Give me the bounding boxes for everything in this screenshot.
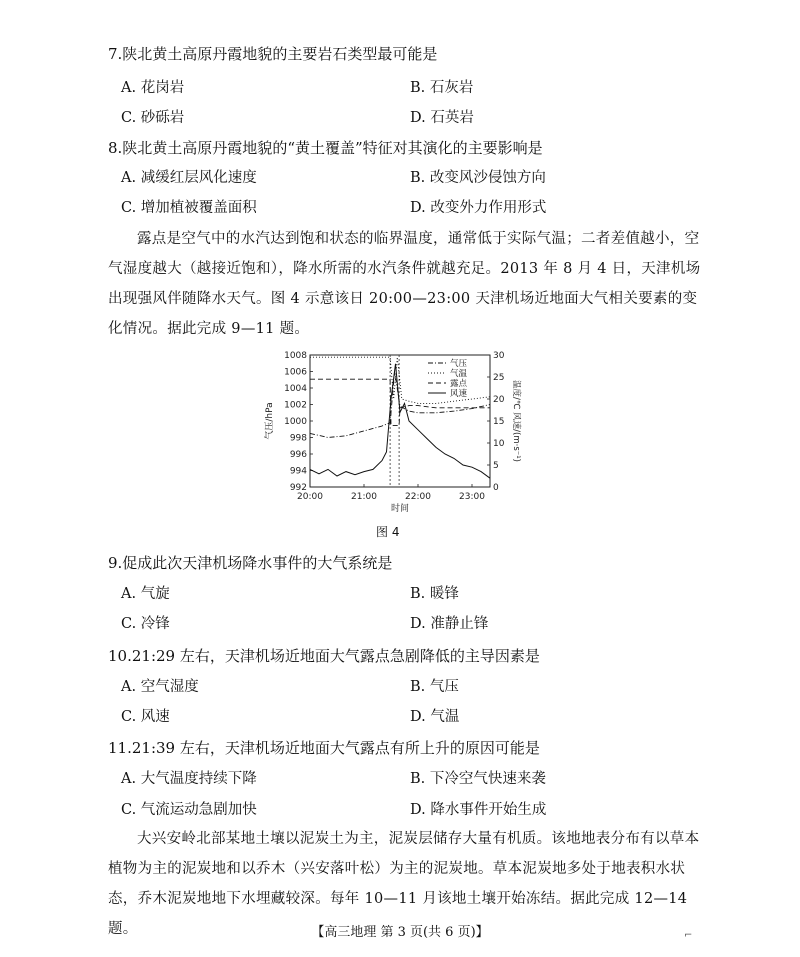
figure-caption: 图 4 bbox=[376, 525, 400, 539]
left-axis-label: 气压/hPa bbox=[265, 402, 275, 440]
question-11-option-c: C. 气流运动急剧加快 bbox=[121, 802, 257, 818]
right-tick-label: 10 bbox=[493, 439, 505, 449]
left-tick-label: 998 bbox=[289, 433, 307, 444]
legend-label: 气压 bbox=[450, 359, 468, 369]
question-9-option-b: B. 暖锋 bbox=[410, 586, 459, 602]
question-8-option-c: C. 增加植被覆盖面积 bbox=[121, 200, 257, 216]
right-tick-label: 0 bbox=[493, 483, 499, 493]
right-tick-label: 15 bbox=[493, 417, 505, 427]
right-axis-label: 温度/℃ 风速/(m·s⁻¹) bbox=[511, 380, 521, 462]
question-7-option-d: D. 石英岩 bbox=[410, 110, 474, 126]
question-11-option-b: B. 下冷空气快速来袭 bbox=[410, 771, 546, 787]
corner-mark: ⌐ bbox=[684, 930, 693, 941]
question-11-option-d: D. 降水事件开始生成 bbox=[410, 802, 547, 818]
passage-dew-point: 露点是空气中的水汽达到饱和状态的临界温度，通常低于实际气温；二者差值越小，空气湿度越大（越接近饱和），降水所需的水汽条件就越充足。2013 年 8 月 4 日，天津机场出现强风伴随降水天气。图 4 示意该日 20:00—23:00 天津机场近地面大气相关要素的变化情况。据此完成 9—11 题。 bbox=[108, 231, 701, 337]
x-tick-label: 22:00 bbox=[405, 492, 431, 502]
question-9-option-a: A. 气旋 bbox=[121, 586, 170, 602]
question-10-stem: 10.21:29 左右，天津机场近地面大气露点急剧降低的主导因素是 bbox=[108, 647, 540, 665]
question-11-stem: 11.21:39 左右，天津机场近地面大气露点有所上升的原因可能是 bbox=[108, 739, 540, 757]
question-11-option-a: A. 大气温度持续下降 bbox=[121, 771, 257, 787]
left-tick-label: 1000 bbox=[284, 417, 307, 427]
left-tick-label: 1008 bbox=[284, 351, 307, 361]
right-tick-label: 30 bbox=[493, 351, 505, 361]
left-tick-label: 992 bbox=[289, 483, 307, 493]
question-8-option-b: B. 改变风沙侵蚀方向 bbox=[410, 170, 546, 186]
legend-label: 露点 bbox=[450, 379, 468, 389]
question-7-option-c: C. 砂砾岩 bbox=[121, 110, 185, 126]
left-tick-label: 1004 bbox=[284, 384, 307, 394]
question-9-option-c: C. 冷锋 bbox=[121, 616, 170, 632]
legend-label: 气温 bbox=[450, 369, 468, 379]
left-tick-label: 1006 bbox=[284, 367, 307, 378]
x-axis-label: 时间 bbox=[390, 504, 410, 514]
question-7-stem: 7.陕北黄土高原丹霞地貌的主要岩石类型最可能是 bbox=[108, 45, 438, 63]
x-tick-label: 20:00 bbox=[297, 492, 323, 502]
question-9-stem: 9.促成此次天津机场降水事件的大气系统是 bbox=[108, 554, 393, 572]
left-tick-label: 1002 bbox=[284, 400, 307, 411]
x-tick-label: 21:00 bbox=[351, 492, 377, 502]
question-7-option-a: A. 花岗岩 bbox=[121, 80, 185, 96]
question-9-option-d: D. 准静止锋 bbox=[410, 616, 489, 632]
question-10-option-d: D. 气温 bbox=[410, 709, 460, 725]
right-tick-label: 5 bbox=[493, 461, 499, 471]
question-8-stem: 8.陕北黄土高原丹霞地貌的“黄土覆盖”特征对其演化的主要影响是 bbox=[108, 139, 543, 157]
legend-label: 风速 bbox=[450, 389, 468, 399]
question-10-option-a: A. 空气湿度 bbox=[121, 679, 199, 695]
x-tick-label: 23:00 bbox=[459, 492, 485, 502]
question-7-option-b: B. 石灰岩 bbox=[410, 80, 474, 96]
figure-4-chart bbox=[262, 345, 532, 517]
left-tick-label: 996 bbox=[289, 450, 307, 460]
question-10-option-b: B. 气压 bbox=[410, 679, 459, 695]
page-footer: 【高三地理 第 3 页(共 6 页)】 bbox=[311, 925, 489, 940]
question-10-option-c: C. 风速 bbox=[121, 709, 170, 725]
question-8-option-d: D. 改变外力作用形式 bbox=[410, 200, 547, 216]
question-8-option-a: A. 减缓红层风化速度 bbox=[121, 170, 257, 186]
left-tick-label: 994 bbox=[289, 466, 307, 477]
passage-peatland: 大兴安岭北部某地土壤以泥炭土为主，泥炭层储存大量有机质。该地地表分布有以草本植物为主的泥炭地和以乔木（兴安落叶松）为主的泥炭地。草本泥炭地多处于地表积水状态，乔木泥炭地地下水埋藏较深。每年 10—11 月该地土壤开始冻结。据此完成 12—14 题。 bbox=[108, 831, 700, 937]
right-tick-label: 25 bbox=[493, 373, 505, 383]
right-tick-label: 20 bbox=[493, 395, 505, 405]
